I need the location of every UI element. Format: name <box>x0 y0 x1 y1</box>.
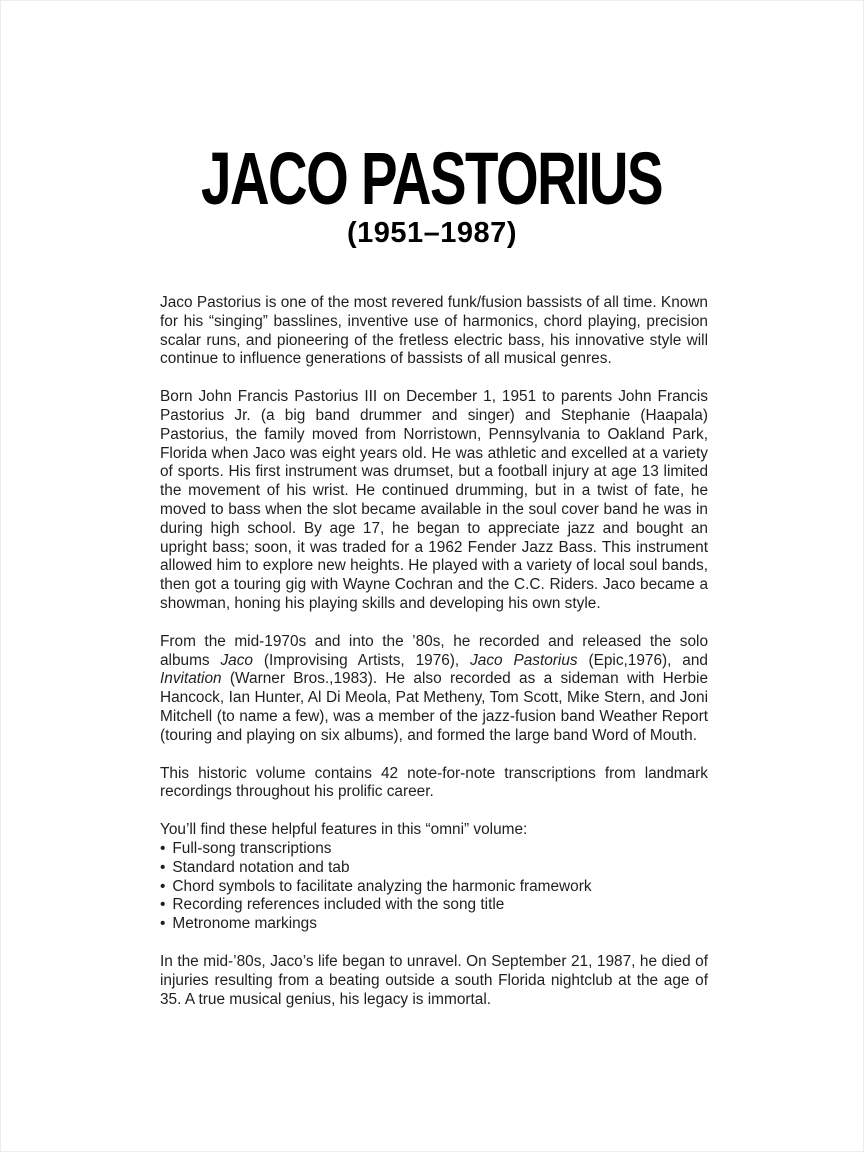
feature-list <box>160 840 708 934</box>
paragraph: You’ll find these helpful features in this “omni” volume: <box>160 821 528 839</box>
page-subtitle: (1951–1987) <box>347 217 517 249</box>
feature-list-item: • Chord symbols to facilitate analyzing the harmonic framework <box>160 878 708 897</box>
paragraph: From the mid-1970s and into the ’80s, he recorded and released the solo albums Jaco (Improvising Artists, 1976), Jaco Pastorius (Epic,1976), and Invitation (Warner Bros.,1983). He also recorded as a sideman with Herbie Hancock, Ian Hunter, Al Di Meola, Pat Metheny, Tom Scott, Mike Stern, and Joni Mitchell (to name a few), was a member of the jazz-fusion band Weather Report (touring and playing on six albums), and formed the large band Word of Mouth. <box>160 632 708 744</box>
page-body <box>160 294 708 1028</box>
paragraph: Jaco Pastorius is one of the most revered funk/fusion bassists of all time. Known for his “singing” basslines, inventive use of harmonics, chord playing, precision scalar runs, and pioneering of the fretless electric bass, his innovative style will continue to influence generations of bassists of all musical genres. <box>160 294 708 368</box>
feature-list-item: • Full-song transcriptions <box>160 840 708 859</box>
page-title: JACO PASTORIUS <box>201 137 663 220</box>
paragraph: Born John Francis Pastorius III on December 1, 1951 to parents John Francis Pastorius Jr. (a big band drummer and singer) and Stephanie (Haapala) Pastorius, the family moved from Norristown, Pennsylvania to Oakland Park, Florida when Jaco was eight years old. He was athletic and excelled at a variety of sports. His first instrument was drumset, but a football injury at age 13 limited the movement of his wrist. He continued drumming, but in a twist of fate, he moved to bass when the slot became available in the soul cover band he was in during high school. By age 17, he began to appreciate jazz and bought an upright bass; soon, it was traded for a 1962 Fender Jazz Bass. This instrument allowed him to explore new heights. He played with a variety of local soul bands, then got a touring gig with Wayne Cochran and the C.C. Riders. Jaco became a showman, honing his playing skills and developing his own style. <box>160 388 708 612</box>
paragraph: In the mid-’80s, Jaco’s life began to unravel. On September 21, 1987, he died of injuries resulting from a beating outside a south Florida nightclub at the age of 35. A true musical genius, his legacy is immortal. <box>160 952 708 1008</box>
feature-list-item: • Recording references included with the song title <box>160 896 708 915</box>
feature-list-item: • Standard notation and tab <box>160 859 708 878</box>
feature-list-item: • Metronome markings <box>160 915 708 934</box>
page-header <box>0 137 864 250</box>
paragraph: This historic volume contains 42 note-for-note transcriptions from landmark recordings throughout his prolific career. <box>160 764 708 801</box>
